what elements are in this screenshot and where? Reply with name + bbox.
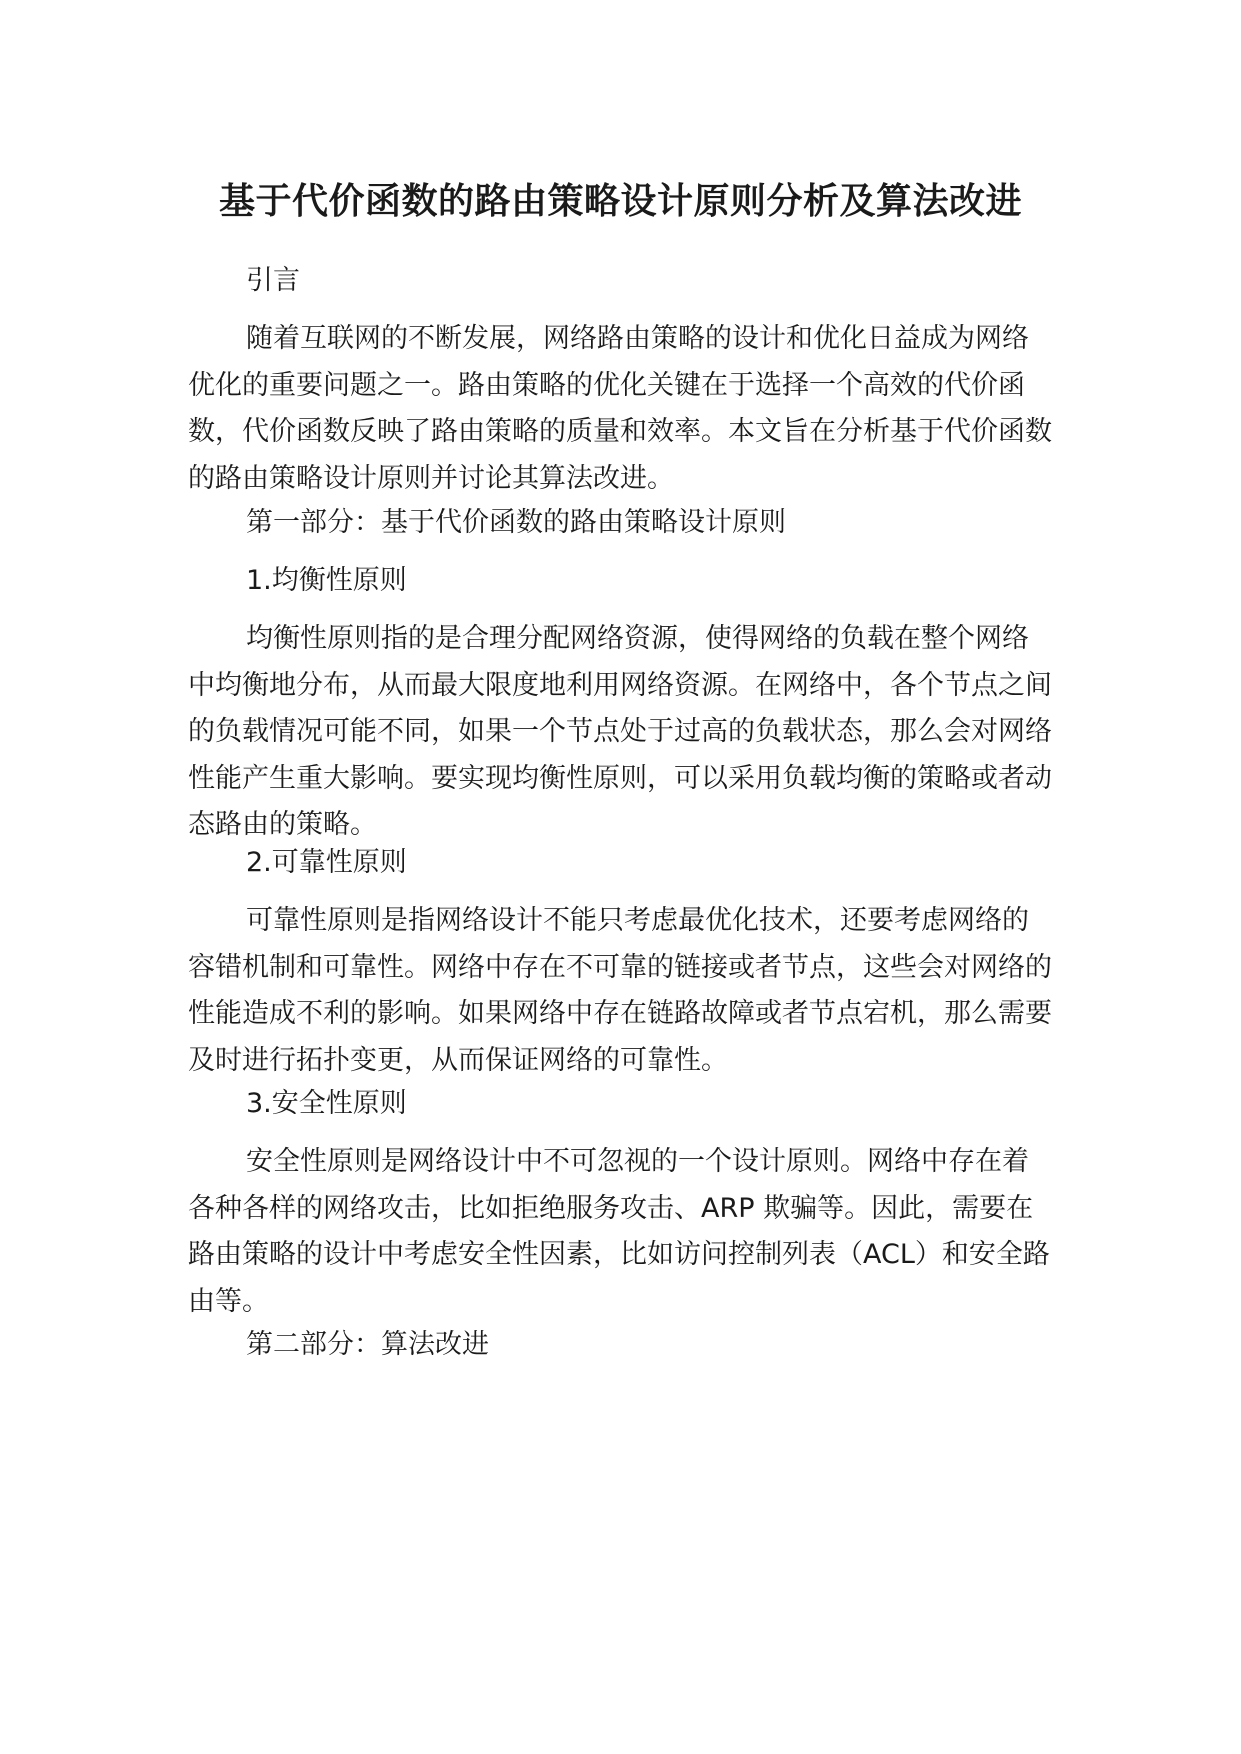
document-title: 基于代价函数的路由策略设计原则分析及算法改进 — [218, 181, 1022, 222]
section3-paragraph: 安全性原则是网络设计中不可忽视的一个设计原则。网络中存在着各种各样的网络攻击，比如拒绝服务攻击、ARP 欺骗等。因此，需要在路由策略的设计中考虑安全性因素，比如访问控制列表（ACL）和安全路由等。 — [188, 1146, 1050, 1317]
part2-heading: 第二部分：算法改进 — [246, 1329, 489, 1360]
section2-paragraph: 可靠性原则是指网络设计不能只考虑最优化技术，还要考虑网络的容错机制和可靠性。网络中存在不可靠的链接或者节点，这些会对网络的性能造成不利的影响。如果网络中存在链路故障或者节点宕机，那么需要及时进行拓扑变更，从而保证网络的可靠性。 — [188, 905, 1052, 1076]
section3-heading: 3.安全性原则 — [246, 1088, 407, 1119]
intro-paragraph: 随着互联网的不断发展，网络路由策略的设计和优化日益成为网络优化的重要问题之一。路由策略的优化关键在于选择一个高效的代价函数，代价函数反映了路由策略的质量和效率。本文旨在分析基于代价函数的路由策略设计原则并讨论其算法改进。 — [188, 323, 1052, 494]
part1-heading: 第一部分：基于代价函数的路由策略设计原则 — [246, 507, 786, 538]
section2-heading: 2.可靠性原则 — [246, 847, 407, 878]
section1-heading: 1.均衡性原则 — [246, 565, 407, 596]
intro-heading: 引言 — [246, 265, 300, 296]
section1-paragraph: 均衡性原则指的是合理分配网络资源，使得网络的负载在整个网络中均衡地分布，从而最大限度地利用网络资源。在网络中，各个节点之间的负载情况可能不同，如果一个节点处于过高的负载状态，那么会对网络性能产生重大影响。要实现均衡性原则，可以采用负载均衡的策略或者动态路由的策略。 — [188, 623, 1052, 840]
